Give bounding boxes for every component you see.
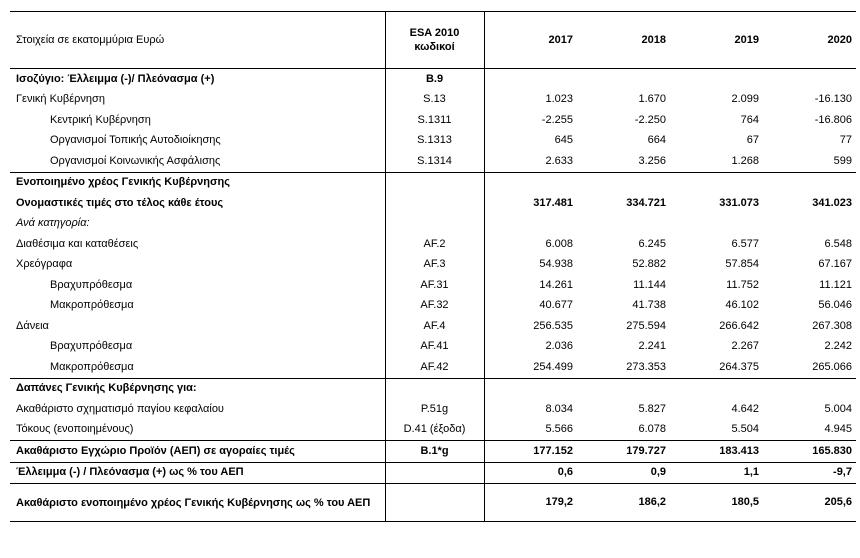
header-year: 2017 <box>484 12 577 69</box>
table-row <box>10 172 856 193</box>
table-row <box>10 337 856 358</box>
table-body <box>10 69 856 522</box>
row-value: 267.308 <box>812 319 852 332</box>
row-value: 52.882 <box>632 258 666 271</box>
row-value: 177.152 <box>484 441 577 463</box>
table-row <box>10 357 856 378</box>
row-label: Δάνεια <box>16 319 49 332</box>
row-label: Ενοποιημένο χρέος Γενικής Κυβέρνησης <box>10 172 385 193</box>
header-code: ESA 2010 κωδικοί <box>385 12 484 69</box>
row-value: 46.102 <box>725 299 759 312</box>
row-value: 6.548 <box>824 237 852 250</box>
row-value: -2.250 <box>634 113 666 126</box>
row-value: 40.677 <box>539 299 573 312</box>
row-value: 67.167 <box>818 258 852 271</box>
row-code: P.51g <box>385 399 484 420</box>
row-value: 67 <box>746 134 759 147</box>
row-value: 5.566 <box>545 423 573 436</box>
row-value <box>670 378 763 399</box>
fiscal-data-table <box>10 11 856 522</box>
row-code: AF.3 <box>385 255 484 276</box>
row-value: 317.481 <box>533 196 573 209</box>
row-value: 8.034 <box>545 402 573 415</box>
row-label: Κεντρική Κυβέρνηση <box>50 113 151 126</box>
table-row <box>10 255 856 276</box>
row-label: Οργανισμοί Κοινωνικής Ασφάλισης <box>50 154 221 167</box>
row-value: -9,7 <box>763 462 856 484</box>
row-label: Τόκους (ενοποιημένους) <box>16 423 134 436</box>
table-row <box>10 131 856 152</box>
row-value: -2.255 <box>541 113 573 126</box>
row-value: 41.738 <box>632 299 666 312</box>
table-row <box>10 193 856 214</box>
row-code: AF.4 <box>385 316 484 337</box>
row-value: 1.023 <box>545 93 573 106</box>
table-row <box>10 69 856 90</box>
row-value: 2.267 <box>731 340 759 353</box>
row-value: 3.256 <box>638 154 666 167</box>
row-value: 645 <box>554 134 573 147</box>
row-code <box>385 484 484 522</box>
row-label: Χρεόγραφα <box>16 258 73 271</box>
row-value: 6.078 <box>638 423 666 436</box>
row-label: Μακροπρόθεσμα <box>50 360 134 373</box>
row-value <box>670 172 763 193</box>
row-value: 2.242 <box>824 340 852 353</box>
row-code <box>385 378 484 399</box>
row-value: 186,2 <box>577 484 670 522</box>
table-row <box>10 420 856 441</box>
row-value: 183.413 <box>670 441 763 463</box>
table-row <box>10 441 856 463</box>
row-value <box>670 69 763 90</box>
row-value: 77 <box>839 134 852 147</box>
row-value: 14.261 <box>539 278 573 291</box>
row-value: 11.121 <box>819 278 852 291</box>
table-row <box>10 275 856 296</box>
row-value: 265.066 <box>812 360 852 373</box>
row-code: AF.2 <box>385 234 484 255</box>
row-code: AF.32 <box>385 296 484 317</box>
header-year: 2018 <box>577 12 670 69</box>
row-value: 331.073 <box>719 196 759 209</box>
row-value: 6.245 <box>638 237 666 250</box>
row-label: Βραχυπρόθεσμα <box>50 278 133 291</box>
row-value <box>763 69 856 90</box>
row-label: Μακροπρόθεσμα <box>50 299 134 312</box>
row-value: 4.945 <box>824 423 852 436</box>
table-row <box>10 316 856 337</box>
row-label: Έλλειμμα (-) / Πλεόνασμα (+) ως % του ΑΕΠ <box>10 462 385 484</box>
row-value: 1,1 <box>670 462 763 484</box>
row-label: Ακαθάριστο σχηματισμό παγίου κεφαλαίου <box>16 402 224 415</box>
row-value: 180,5 <box>670 484 763 522</box>
row-value: 266.642 <box>719 319 759 332</box>
row-value: 334.721 <box>626 196 666 209</box>
row-value <box>484 378 577 399</box>
row-value: 6.008 <box>545 237 573 250</box>
row-value: 56.046 <box>818 299 852 312</box>
row-value: 2.241 <box>638 340 666 353</box>
row-value: 664 <box>647 134 666 147</box>
row-value <box>484 214 577 235</box>
row-value: 6.577 <box>731 237 759 250</box>
table-row <box>10 151 856 172</box>
row-label: Ισοζύγιο: Έλλειμμα (-)/ Πλεόνασμα (+) <box>10 69 385 90</box>
row-code <box>385 462 484 484</box>
row-value <box>484 172 577 193</box>
row-value: -16.130 <box>814 93 852 106</box>
table-row <box>10 296 856 317</box>
header-year: 2019 <box>670 12 763 69</box>
row-value: 256.535 <box>533 319 573 332</box>
row-value: 11.752 <box>726 278 759 291</box>
table-row <box>10 214 856 235</box>
row-code <box>385 172 484 193</box>
row-value: 57.854 <box>725 258 759 271</box>
row-label: Οργανισμοί Τοπικής Αυτοδιοίκησης <box>50 134 221 147</box>
row-value <box>763 378 856 399</box>
row-value: 5.827 <box>638 402 666 415</box>
row-value: 54.938 <box>539 258 573 271</box>
table-row <box>10 90 856 111</box>
row-value: 264.375 <box>719 360 759 373</box>
row-value: 179.727 <box>577 441 670 463</box>
row-label: Ακαθάριστο Εγχώριο Προϊόν (ΑΕΠ) σε αγοραίες τιμές <box>10 441 385 463</box>
row-value: 1.670 <box>638 93 666 106</box>
row-value: 273.353 <box>626 360 666 373</box>
row-value: 179,2 <box>484 484 577 522</box>
header-label: Στοιχεία σε εκατομμύρια Ευρώ <box>10 12 385 69</box>
row-value: 1.268 <box>731 154 759 167</box>
row-value: 4.642 <box>731 402 759 415</box>
row-value: 5.004 <box>824 402 852 415</box>
row-code: S.1313 <box>385 131 484 152</box>
row-label: Ονομαστικές τιμές στο τέλος κάθε έτους <box>16 196 224 209</box>
row-value <box>577 172 670 193</box>
row-code: S.13 <box>385 90 484 111</box>
header-year: 2020 <box>763 12 856 69</box>
row-value: -16.806 <box>814 113 852 126</box>
table-row <box>10 234 856 255</box>
row-label: Δαπάνες Γενικής Κυβέρνησης για: <box>10 378 385 399</box>
row-code: B.9 <box>385 69 484 90</box>
row-value <box>763 172 856 193</box>
row-value <box>577 378 670 399</box>
row-code: S.1314 <box>385 151 484 172</box>
table-row <box>10 110 856 131</box>
row-value <box>484 69 577 90</box>
row-value: 11.144 <box>633 278 666 291</box>
row-code <box>385 214 484 235</box>
row-value: 275.594 <box>626 319 666 332</box>
row-value: 205,6 <box>763 484 856 522</box>
table-row <box>10 378 856 399</box>
row-label: Γενική Κυβέρνηση <box>16 93 105 106</box>
row-label: Βραχυπρόθεσμα <box>50 340 133 353</box>
row-code <box>385 193 484 214</box>
row-label: Ανά κατηγορία: <box>16 217 90 230</box>
row-code: AF.42 <box>385 357 484 378</box>
row-code: S.1311 <box>385 110 484 131</box>
table-row <box>10 484 856 522</box>
row-value <box>670 214 763 235</box>
row-value: 2.099 <box>731 93 759 106</box>
row-code: AF.31 <box>385 275 484 296</box>
row-code: B.1*g <box>385 441 484 463</box>
row-value: 341.023 <box>812 196 852 209</box>
row-value: 5.504 <box>731 423 759 436</box>
row-value <box>577 69 670 90</box>
row-value: 764 <box>740 113 759 126</box>
row-value: 165.830 <box>763 441 856 463</box>
table-row <box>10 399 856 420</box>
row-value: 0,6 <box>484 462 577 484</box>
row-value <box>577 214 670 235</box>
row-value: 254.499 <box>533 360 573 373</box>
row-value: 2.036 <box>545 340 573 353</box>
row-value <box>763 214 856 235</box>
row-code: D.41 (έξοδα) <box>385 420 484 441</box>
table-header-row <box>10 12 856 69</box>
row-value: 2.633 <box>545 154 573 167</box>
row-label: Διαθέσιμα και καταθέσεις <box>16 237 139 250</box>
row-value: 0,9 <box>577 462 670 484</box>
table-row <box>10 462 856 484</box>
row-label: Ακαθάριστο ενοποιημένο χρέος Γενικής Κυβέρνησης ως % του ΑΕΠ <box>10 484 385 522</box>
row-value: 599 <box>833 154 852 167</box>
row-code: AF.41 <box>385 337 484 358</box>
